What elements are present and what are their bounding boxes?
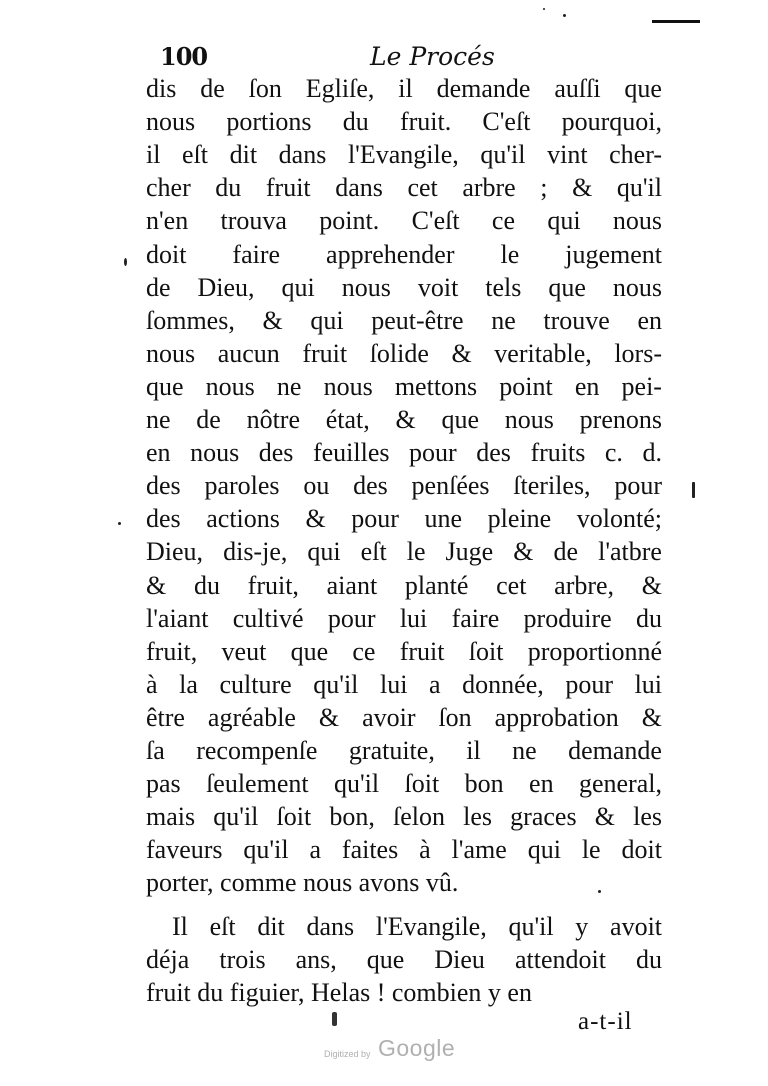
- page-number: 100: [160, 42, 208, 71]
- scan-speck: [598, 890, 601, 893]
- text-line: des paroles ou des penſées ſteriles, pour: [146, 471, 663, 501]
- text-line: porter, comme nous avons vû.: [146, 868, 459, 898]
- scan-speck: [118, 522, 121, 525]
- text-line: à la culture qu'il lui a donnée, pour lui: [146, 669, 663, 699]
- text-line: l'aiant cultivé pour lui faire produire du: [146, 603, 662, 633]
- text-line: déja trois ans, que Dieu attendoit du: [146, 944, 662, 974]
- catchword: a-t-il: [578, 1008, 633, 1035]
- text-line: pas ſeulement qu'il ſoit bon en general,: [146, 769, 662, 799]
- google-watermark: [320, 1034, 480, 1064]
- text-line: que nous ne nous mettons point en pei-: [146, 371, 662, 401]
- text-line: n'en trouva point. C'eſt ce qui nous: [146, 206, 663, 236]
- text-line: fruit, veut que ce fruit ſoit proportionné: [146, 636, 663, 666]
- page-header: [160, 42, 660, 76]
- text-line: cher du fruit dans cet arbre ; & qu'il: [146, 173, 662, 203]
- text-line: être agréable & avoir ſon approbation &: [146, 702, 662, 732]
- scan-mark: [652, 20, 700, 23]
- text-line: ſa recompenſe gratuite, il ne demande: [146, 736, 662, 765]
- text-line: Dieu, dis-je, qui eſt le Juge & de l'atbre: [146, 537, 662, 567]
- scan-speck: [124, 258, 127, 266]
- text-line: de Dieu, qui nous voit tels que nous: [146, 272, 662, 302]
- text-line: & du fruit, aiant planté cet arbre, &: [146, 570, 663, 600]
- text-line: mais qu'il ſoit bon, ſelon les graces & les: [146, 802, 662, 832]
- scan-speck: [692, 482, 695, 498]
- google-logo: Google: [378, 1035, 456, 1061]
- text-line: doit faire apprehender le jugement: [146, 239, 662, 269]
- text-line: des actions & pour une pleine volonté;: [146, 504, 663, 534]
- watermark-prefix: Digitized by: [324, 1049, 371, 1059]
- scan-speck: [332, 1012, 337, 1026]
- text-line: nous aucun fruit ſolide & veritable, lors-: [146, 338, 662, 368]
- text-line: en nous des feuilles pour des fruits c. d.: [146, 438, 662, 468]
- text-line: Il eſt dit dans l'Evangile, qu'il y avoit: [172, 911, 663, 941]
- text-line: ne de nôtre état, & que nous prenons: [146, 405, 662, 434]
- text-line: ſommes, & qui peut-être ne trouve en: [146, 305, 663, 335]
- text-line: dis de ſon Egliſe, il demande auſſi que: [146, 74, 662, 103]
- text-line: il eſt dit dans l'Evangile, qu'il vint cher-: [146, 140, 663, 170]
- text-line: faveurs qu'il a faites à l'ame qui le doit: [146, 835, 662, 865]
- text-line: fruit du figuier, Helas ! combien y en: [146, 977, 532, 1007]
- text-line: nous portions du fruit. C'eſt pourquoi,: [146, 107, 663, 137]
- scan-speck: [543, 8, 545, 10]
- scan-speck: [563, 14, 566, 17]
- running-title: Le Procés: [370, 42, 495, 71]
